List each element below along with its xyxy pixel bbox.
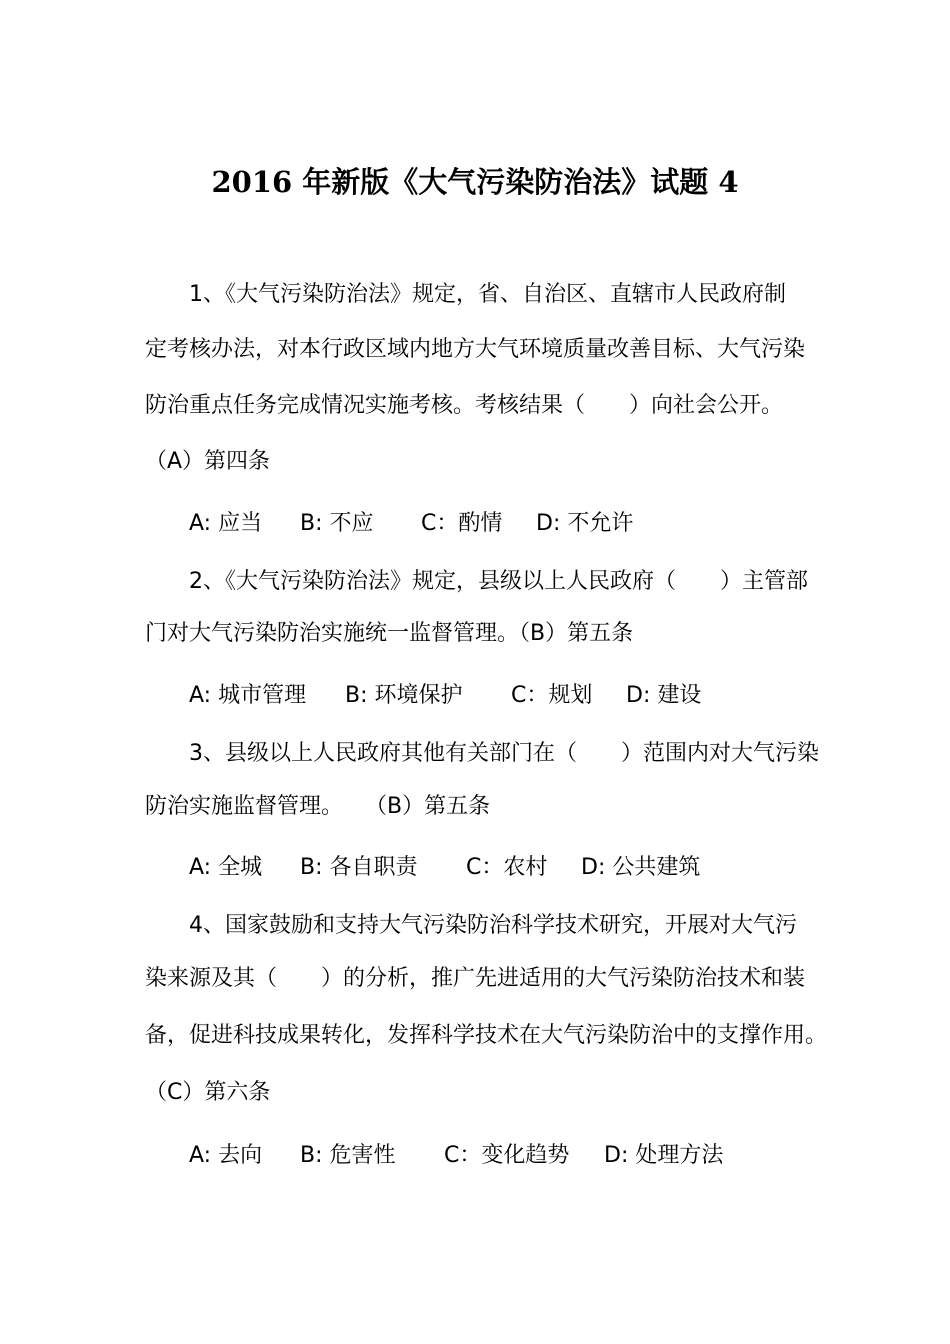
q4-line-2: 染来源及其（ ）的分析，推广先进适用的大气污染防治技术和装 — [145, 966, 806, 991]
q1-option-d: D: 不允许 — [536, 511, 634, 536]
q3-option-d: D: 公共建筑 — [581, 855, 701, 880]
q1-option-c: C：酌情 — [421, 511, 503, 536]
q3-line-2: 防治实施监督管理。 （B）第五条 — [145, 794, 491, 819]
document-title: 2016 年新版《大气污染防治法》试题 4 — [211, 165, 739, 199]
q3-option-b: B: 各自职责 — [300, 855, 418, 880]
q3-option-c: C：农村 — [466, 855, 548, 880]
q1-line-4: （A）第四条 — [145, 449, 271, 474]
q4-line-4: （C）第六条 — [145, 1080, 271, 1105]
q1-line-1: 1、《大气污染防治法》规定，省、自治区、直辖市人民政府制 — [189, 282, 786, 307]
q2-option-b: B: 环境保护 — [345, 683, 463, 708]
q4-option-d: D: 处理方法 — [604, 1143, 724, 1168]
q2-options — [189, 680, 701, 712]
q1-option-a: A: 应当 — [189, 511, 263, 536]
q1-option-b: B: 不应 — [300, 511, 374, 536]
q3-options — [189, 852, 700, 884]
q1-line-2: 定考核办法，对本行政区域内地方大气环境质量改善目标、大气污染 — [145, 337, 806, 362]
q2-option-a: A: 城市管理 — [189, 683, 307, 708]
q2-option-d: D: 建设 — [626, 683, 702, 708]
q4-options — [189, 1140, 723, 1172]
q4-option-c: C：变化趋势 — [444, 1143, 570, 1168]
q4-line-1: 4、国家鼓励和支持大气污染防治科学技术研究，开展对大气污 — [189, 913, 797, 938]
q4-option-b: B: 危害性 — [300, 1143, 396, 1168]
q4-line-3: 备，促进科技成果转化，发挥科学技术在大气污染防治中的支撑作用。 — [145, 1023, 828, 1048]
q2-option-c: C：规划 — [511, 683, 593, 708]
q3-option-a: A: 全城 — [189, 855, 263, 880]
q3-line-1: 3、县级以上人民政府其他有关部门在（ ）范围内对大气污染 — [189, 741, 819, 766]
q1-options — [189, 508, 633, 540]
q1-line-3: 防治重点任务完成情况实施考核。考核结果（ ）向社会公开。 — [145, 393, 784, 418]
q4-option-a: A: 去向 — [189, 1143, 263, 1168]
q2-line-1: 2、《大气污染防治法》规定，县级以上人民政府（ ）主管部 — [189, 569, 808, 594]
q2-line-2: 门对大气污染防治实施统一监督管理。（B）第五条 — [145, 621, 634, 646]
